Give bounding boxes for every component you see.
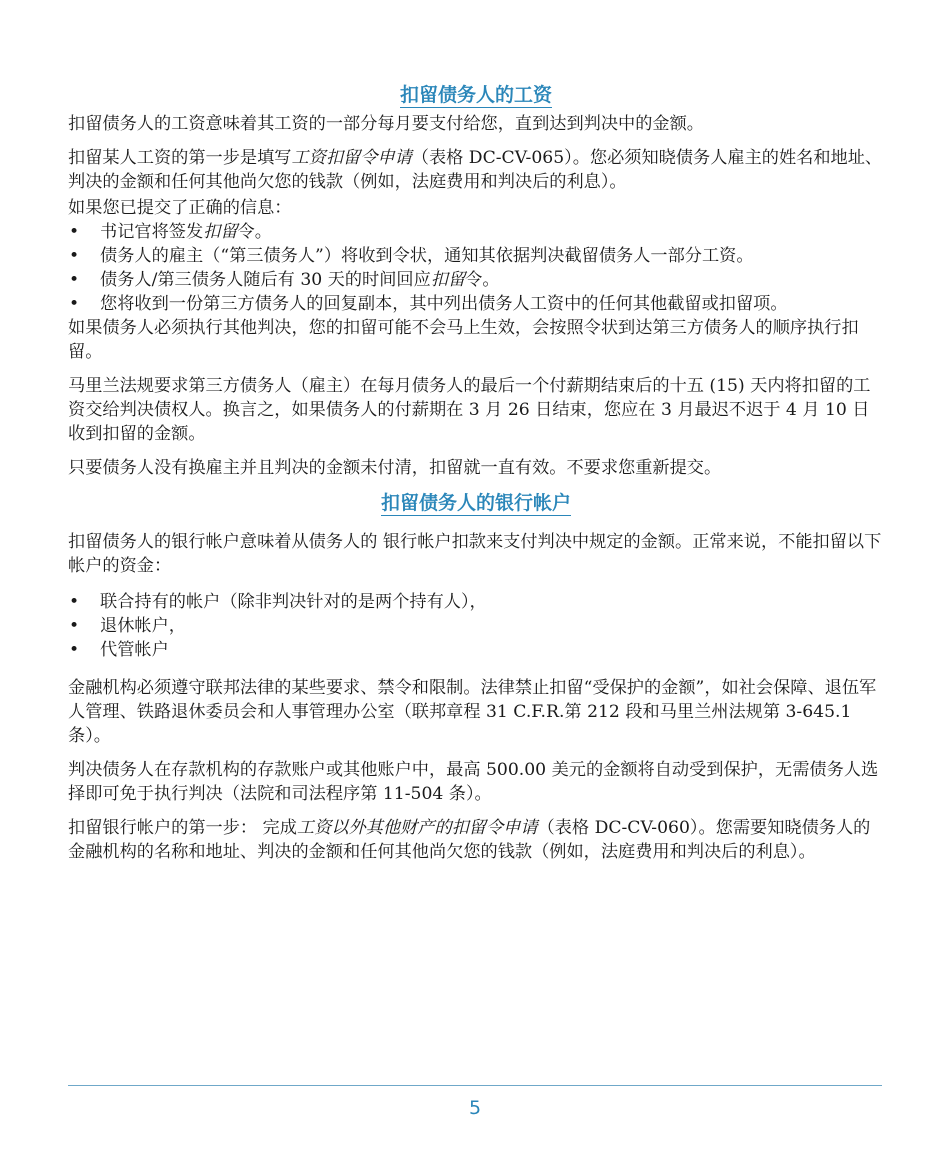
paragraph: 如果债务人必须执行其他判决，您的扣留可能不会马上生效，会按照令状到达第三方债务人的顺序执行扣留。 (68, 318, 859, 362)
form-title: 工资以外其他财产的扣留令申请 (296, 818, 538, 838)
bullet-list (68, 590, 884, 662)
list-item: • 退休帐户， (68, 614, 884, 638)
section-heading-wage-garnishment: 扣留债务人的工资 (399, 84, 552, 106)
paragraph: 扣留债务人的工资意味着其工资的一部分每月要支付给您，直到达到判决中的金额。 (68, 114, 704, 134)
footer-divider (68, 1085, 882, 1086)
list-item: • 联合持有的帐户（除非判决针对的是两个持有人）， (68, 590, 884, 614)
list-item: • 书记官将签发扣留令。 (68, 220, 884, 244)
section-heading-bank-garnishment: 扣留债务人的银行帐户 (380, 492, 571, 514)
list-item: • 代管帐户 (68, 638, 884, 662)
paragraph: 金融机构必须遵守联邦法律的某些要求、禁令和限制。法律禁止扣留“受保护的金额”，如社会保障、退伍军人管理、铁路退休委员会和人事管理办公室（联邦章程 31 C.F.R.第 212 段和马里兰州法规第 3-645.1 条）。 (68, 678, 877, 746)
list-item: • 债务人的雇主（“第三债务人”）将收到令状，通知其依据判决截留债务人一部分工资。 (68, 244, 884, 268)
list-item: • 您将收到一份第三方债务人的回复副本，其中列出债务人工资中的任何其他截留或扣留项。 (68, 292, 884, 316)
paragraph: 扣留银行帐户的第一步： 完成工资以外其他财产的扣留令申请（表格 DC-CV-060）。您需要知晓债务人的金融机构的名称和地址、判决的金额和任何其他尚欠您的钱款（例如，法庭费用和判决后的利息）。 (68, 818, 871, 862)
paragraph: 扣留债务人的银行帐户意味着从债务人的 银行帐户扣款来支付判决中规定的金额。正常来说，不能扣留以下帐户的资金： (68, 532, 882, 576)
page-number: 5 (468, 1097, 482, 1119)
bullet-list (68, 220, 884, 316)
list-item: • 债务人/第三债务人随后有 30 天的时间回应扣留令。 (68, 268, 884, 292)
form-title: 工资扣留令申请 (291, 148, 412, 168)
paragraph: 扣留某人工资的第一步是填写工资扣留令申请（表格 DC-CV-065）。您必须知晓债务人雇主的姓名和地址、判决的金额和任何其他尚欠您的钱款（例如，法庭费用和判决后的利息）。 (68, 148, 883, 192)
paragraph: 判决债务人在存款机构的存款账户或其他账户中，最高 500.00 美元的金额将自动受到保护，无需债务人选择即可免于执行判决（法院和司法程序第 11-504 条）。 (68, 760, 879, 804)
paragraph: 如果您已提交了正确的信息： (68, 198, 292, 218)
document-page (68, 78, 884, 864)
paragraph: 只要债务人没有换雇主并且判决的金额未付清，扣留就一直有效。不要求您重新提交。 (68, 458, 722, 478)
paragraph: 马里兰法规要求第三方债务人（雇主）在每月债务人的最后一个付薪期结束后的十五 (15) 天内将扣留的工资交给判决债权人。换言之，如果债务人的付薪期在 3 月 26 日结束，您应在 3 月最迟不迟于 4 月 10 日收到扣留的金额。 (68, 376, 871, 444)
